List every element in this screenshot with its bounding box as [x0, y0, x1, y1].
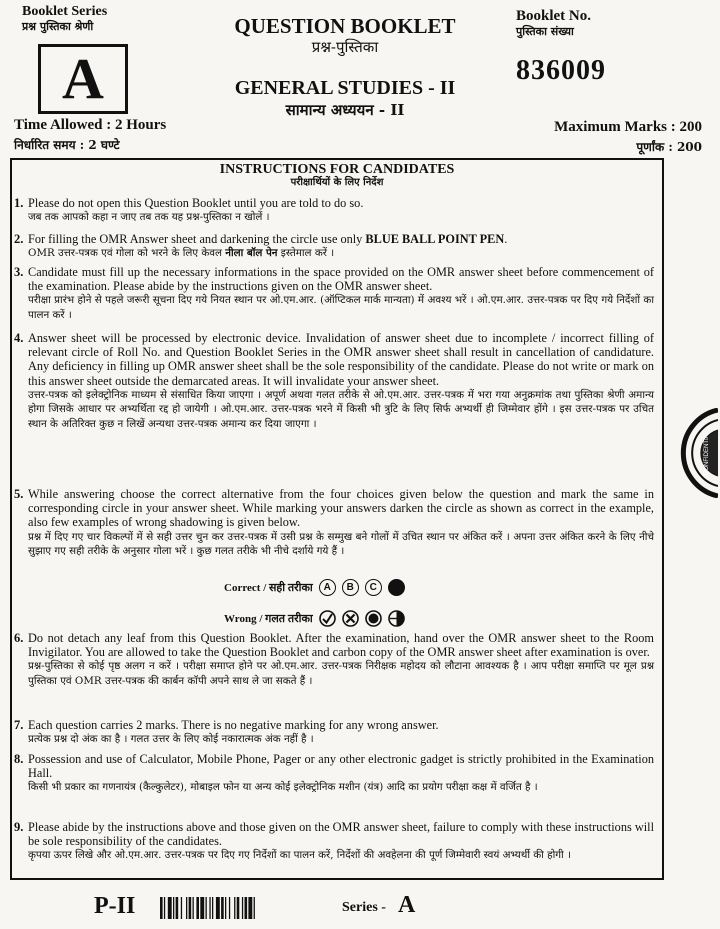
instruction-text-hi	[28, 246, 654, 260]
instruction-item-9	[14, 820, 654, 863]
barcode-bar	[176, 897, 179, 919]
instruction-text-hi: प्रश्न-पुस्तिका से कोई पृष्ठ अलग न करें । परीक्षा समाप्त होने पर ओ.एम.आर. उत्तर-पत्रक निरीक्षक महोदय को लौटाना आवश्यक है । आप परीक्षा समाप्ति पर मूल प्रश्न पुस्तिका एवं OMR उत्तर-पत्रक की कार्बन कॉपी अपने साथ ले जा सकते हैं ।	[28, 660, 654, 687]
instruction-text-hi: प्रत्येक प्रश्न दो अंक का है । गलत उत्तर के लिए कोई नकारात्मक अंक नहीं है ।	[28, 733, 314, 746]
booklet-title-block	[200, 14, 490, 120]
barcode-bar	[181, 897, 182, 919]
booklet-series-box	[38, 44, 128, 114]
instruction-text-en-part: .	[504, 232, 508, 246]
instruction-text-en: Candidate must fill up the necessary informations in the space provided on the OMR answer sheet before commencement of the examination. Please abide by the instructions given on the OMR answer sheet.	[28, 265, 654, 294]
instruction-number: 1.	[14, 196, 24, 210]
instruction-text-en-bold: BLUE BALL POINT PEN	[365, 232, 505, 246]
instruction-text-hi: किसी भी प्रकार का गणनायंत्र (कैल्कुलेटर), मोबाइल फोन या अन्य कोई इलेक्ट्रोनिक मशीन (यंत्र) आदि का प्रयोग परीक्षा कक्ष में वर्जित है ।	[28, 781, 538, 794]
barcode-bar	[229, 897, 230, 919]
wrong-half-filled-circle-icon	[388, 610, 405, 627]
barcode-bar	[245, 897, 248, 919]
booklet-series-label: Booklet Series	[22, 4, 108, 19]
booklet-title: QUESTION BOOKLET	[234, 14, 456, 38]
barcode-bar	[160, 897, 163, 919]
maximum-marks-hindi: पूर्णांक : 200	[636, 140, 702, 154]
instructions-title: INSTRUCTIONS FOR CANDIDATES	[219, 162, 455, 177]
instruction-item-7	[14, 718, 654, 747]
subject-title-hindi: सामान्य अध्ययन - II	[285, 101, 405, 119]
wrong-dot-circle-icon	[365, 610, 382, 627]
instruction-text-hi-bold: नीला बॉल पेन	[225, 247, 278, 260]
instruction-text-en: Possession and use of Calculator, Mobile Phone, Pager or any other electronic gadget is strictly prohibited in the Examination Hall.	[28, 752, 654, 781]
booklet-title-hindi: प्रश्न-पुस्तिका	[311, 38, 379, 56]
booklet-series-label-hindi: प्रश्न पुस्तिका श्रेणी	[22, 20, 94, 33]
footer-series-value: A	[398, 892, 416, 918]
instruction-item-2	[14, 232, 654, 261]
confidential-seal-icon	[672, 408, 718, 498]
instruction-text-hi: परीक्षा प्रारंभ होने से पहले जरूरी सूचना दिए गये नियत स्थान पर ओ.एम.आर. (ऑप्टिकल मार्क मान्यता) में अवश्य भरें । ओ.एम.आर. उत्तर-पत्रक पर दिए गये निर्देशों का पालन करें ।	[28, 294, 654, 321]
instruction-text-hi: प्रश्न में दिए गए चार विकल्पों में से सही उत्तर चुन कर उत्तर-पत्रक में उसी प्रश्न के सम्मुख बने गोलों में उचित स्थान पर अंकित करें । अपना उत्तर अंकित करने के लिए नीचे सुझाए गए सही तरीके के अनुसार गोला भरें । कुछ गलत तरीके भी नीचे दर्शाये गये हैं ।	[28, 530, 654, 558]
booklet-number: 836009	[516, 55, 606, 86]
instruction-text-en: Please abide by the instructions above and those given on the OMR answer sheet, failure to comply with these instructions will be sole responsibility of the candidates.	[28, 820, 654, 849]
instruction-number: 6.	[14, 631, 24, 645]
instruction-number: 5.	[14, 487, 24, 501]
instruction-text-hi: उत्तर-पत्रक को इलेक्ट्रोनिक माध्यम से संसाधित किया जाएगा । अपूर्ण अथवा गलत तरीके से ओ.एम.आर. उत्तर-पत्रक में भरा गया अनुक्रमांक तथा पुस्तिका श्रेणी अमान्य होगा जिसके आधार पर अभ्यर्थिता रद्द हो जायेगी । ओ.एम.आर. उत्तर-पत्रक भरने में किसी भी त्रुटि के लिए सिर्फ अभ्यर्थी ही जिम्मेवार होंगे । इस उत्तर-पत्रक पर उचित स्थान के अतिरिक्त कुछ न लिखें अन्यथा उत्तर-पत्रक अमान्य कर दिया जाएगा ।	[28, 388, 654, 430]
instruction-text-en	[28, 232, 654, 246]
wrong-example-row	[224, 610, 405, 627]
barcode-bar	[193, 897, 194, 919]
option-circle-a: A	[319, 579, 336, 596]
instruction-text-en: Each question carries 2 marks. There is no negative marking for any wrong answer.	[28, 718, 439, 732]
wrong-cross-circle-icon	[342, 610, 359, 627]
option-circle-b: B	[342, 579, 359, 596]
instruction-number: 8.	[14, 752, 24, 766]
barcode-bar	[209, 897, 210, 919]
correct-example-label: Correct / सही तरीका	[224, 582, 313, 594]
instruction-text-en: Do not detach any leaf from this Question Booklet. After the examination, hand over the OMR answer sheet to the Room Invigilator. You are allowed to take the Question Booklet and carbon copy of the OMR answer sheet after examination is over.	[28, 631, 654, 660]
footer-series-label: Series -	[342, 900, 386, 915]
barcode-bar	[237, 897, 240, 919]
instruction-number: 4.	[14, 331, 24, 345]
correct-example-row	[224, 579, 405, 596]
booklet-number-block	[516, 8, 706, 86]
barcode-bar	[164, 897, 165, 919]
barcode-bar	[186, 897, 187, 919]
time-allowed: Time Allowed : 2 Hours	[14, 117, 167, 133]
barcode-bar	[200, 897, 204, 919]
instruction-text-en: Please do not open this Question Booklet until you are told to do so.	[28, 196, 364, 210]
maximum-marks: Maximum Marks : 200	[554, 119, 702, 135]
barcode-bar	[242, 897, 243, 919]
booklet-number-label: Booklet No.	[516, 8, 591, 24]
instruction-text-en-part: For filling the OMR Answer sheet and darkening the circle use only	[28, 232, 366, 246]
barcode-bar	[173, 897, 174, 919]
instruction-number: 7.	[14, 718, 24, 732]
barcode-bar	[189, 897, 192, 919]
paper-code: P-II	[94, 893, 136, 919]
option-circle-filled	[388, 579, 405, 596]
option-circle-c: C	[365, 579, 382, 596]
instructions-box	[10, 158, 664, 880]
instructions-title-hindi: परीक्षार्थियों के लिए निर्देश	[290, 177, 384, 188]
instruction-text-hi-part: OMR उत्तर-पत्रक एवं गोला को भरने के लिए केवल	[28, 247, 226, 260]
instruction-item-6	[14, 631, 654, 688]
subject-title: GENERAL STUDIES - II	[234, 77, 456, 99]
booklet-series-block	[22, 4, 132, 111]
instruction-text-hi: जब तक आपको कहा न जाए तब तक यह प्रश्न-पुस्तिका न खोलें ।	[28, 211, 270, 224]
barcode-bar	[234, 897, 235, 919]
booklet-series-value: A	[62, 46, 104, 111]
barcode-bar	[212, 897, 213, 919]
instruction-text-en: While answering choose the correct alternative from the four choices given below the question and mark the same in corresponding circle in your answer sheet. While marking your answers darken the circle as shown as correct in the example, also few examples of wrong shadowing is given below.	[28, 487, 654, 530]
barcode-bar	[216, 897, 220, 919]
booklet-number-label-hindi: पुस्तिका संख्या	[516, 25, 574, 38]
barcode-bar	[206, 897, 207, 919]
instruction-item-1	[14, 196, 654, 225]
wrong-tick-circle-icon	[319, 610, 336, 627]
seal-text: CONFIDENTIAL	[704, 430, 710, 476]
barcode-bar	[225, 897, 226, 919]
instruction-number: 3.	[14, 265, 24, 279]
time-allowed-hindi: निर्धारित समय : 2 घण्टे	[14, 138, 120, 152]
wrong-example-label: Wrong / गलत तरीका	[224, 613, 313, 625]
instruction-item-8	[14, 752, 654, 795]
barcode-bar	[221, 897, 224, 919]
instruction-number: 9.	[14, 820, 24, 834]
barcode-bar	[168, 897, 172, 919]
instruction-item-5	[14, 487, 654, 558]
instruction-text-hi-part: इस्तेमाल करें ।	[277, 247, 335, 260]
instruction-item-3	[14, 265, 654, 322]
instruction-text-en: Answer sheet will be processed by electronic device. Invalidation of answer sheet due to incomplete / incorrect filling of relevant circle of Roll No. and Question Booklet Series in the OMR answer sheet shall result in cancellation of candidature. Any deficiency in filling up OMR answer sheet shall be the sole responsibility of the candidate. Please do not write or mark on this answer sheet outside the demarcated areas. It will invalidate your answer sheet.	[28, 331, 654, 388]
instruction-number: 2.	[14, 232, 24, 246]
instruction-text-hi: कृपया ऊपर लिखे और ओ.एम.आर. उत्तर-पत्रक पर दिए गए निर्देशों का पालन करें, निर्देशों की अवहेलना की पूर्ण जिम्मेवारी स्वयं अभ्यर्थी की होगी ।	[28, 849, 571, 862]
barcode-icon	[160, 897, 320, 919]
barcode-bar	[248, 897, 252, 919]
instruction-item-4	[14, 331, 654, 431]
barcode-bar	[196, 897, 199, 919]
barcode-bar	[254, 897, 255, 919]
